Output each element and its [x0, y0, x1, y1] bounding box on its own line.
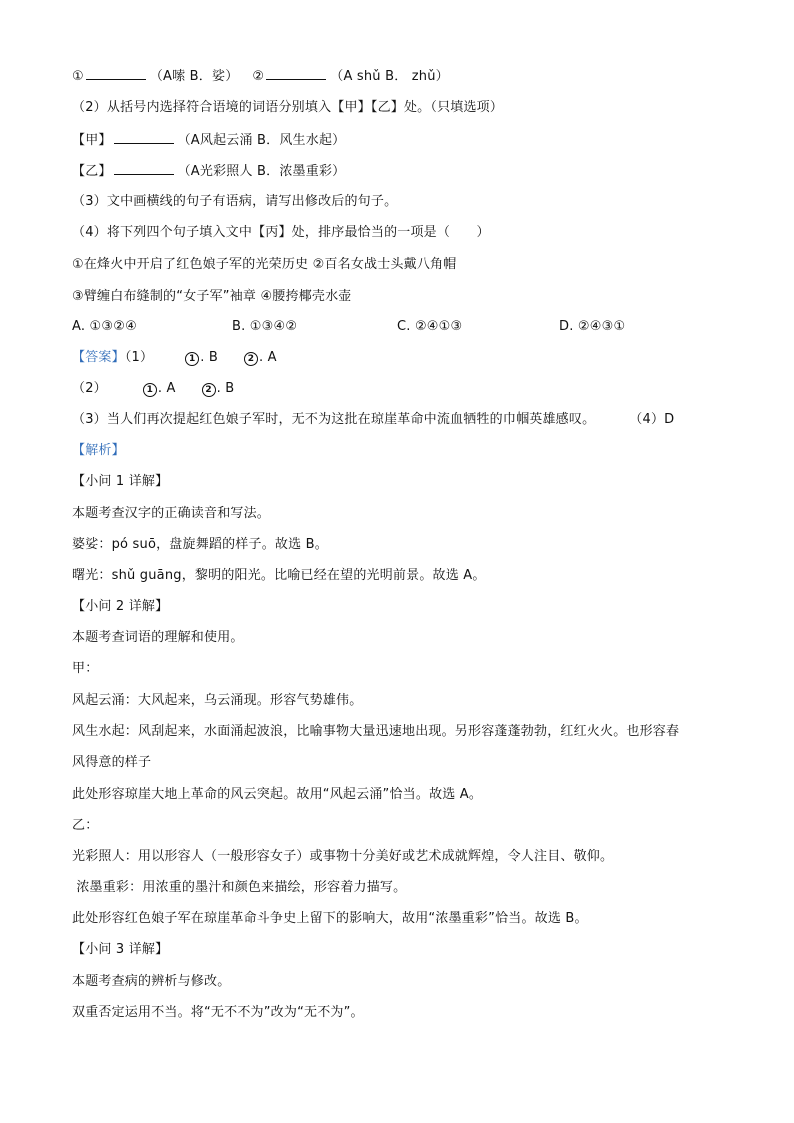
analysis-label: 【解析】: [72, 443, 125, 458]
analysis-line: 乙：: [72, 818, 99, 833]
analysis-line: 光彩照人：用以形容人（一般形容女子）或事物十分美好或艺术成就辉煌，令人注目、敬仰。: [72, 849, 614, 864]
answer-line-3: [72, 411, 674, 429]
analysis-line: 风起云涌：大风起来，乌云涌现。形容气势雄伟。: [72, 693, 363, 708]
answer-label: 【答案】: [72, 350, 125, 365]
analysis-heading-1: 【小问 1 详解】: [72, 474, 169, 489]
q2-jia-options: （A风起云涌 B．风生水起）: [177, 133, 346, 148]
q2-jia-label: 【甲】: [72, 133, 112, 148]
q4-option-d: D. ②④③①: [559, 319, 626, 334]
q4-sentences-1: ①在烽火中开启了红色娘子军的光荣历史 ②百名女战士头戴八角帽: [72, 257, 457, 272]
q1-blank-1: [86, 67, 146, 80]
answer-2-circled-1: 1: [143, 383, 157, 397]
analysis-line: 甲：: [72, 661, 99, 676]
q4-sentences-2: ③臂缠白布缝制的“女子军”袖章 ④腰挎椰壳水壶: [72, 289, 352, 304]
answer-1-number: （1）: [124, 350, 154, 365]
answer-1-value-2: . A: [258, 350, 277, 365]
q2-jia-blank: [114, 131, 174, 144]
q1-item1-marker: ①: [72, 69, 84, 84]
q4-option-c: C. ②④①③: [397, 319, 463, 334]
answer-line-1: [72, 349, 277, 367]
analysis-heading-2: 【小问 2 详解】: [72, 599, 169, 614]
q3-prompt: （3）文中画横线的句子有语病，请写出修改后的句子。: [72, 194, 398, 209]
q4-prompt: （4）将下列四个句子填入文中【丙】处，排序最恰当的一项是（ ）: [72, 225, 490, 240]
q2-prompt: （2）从括号内选择符合语境的词语分别填入【甲】【乙】处。（只填选项）: [72, 100, 504, 115]
q2-yi-label: 【乙】: [72, 164, 112, 179]
answer-2-number: （2）: [72, 381, 107, 396]
answer-2-circled-2: 2: [202, 383, 216, 397]
answer-2-value-2: . B: [216, 381, 235, 396]
q2-jia-line: [72, 131, 345, 150]
q2-yi-blank: [114, 162, 174, 175]
analysis-line: 双重否定运用不当。将“无不不为”改为“无不为”。: [72, 1005, 364, 1020]
analysis-line: 本题考查汉字的正确读音和写法。: [72, 506, 271, 521]
answer-1-circled-1: 1: [185, 352, 199, 366]
answer-1-circled-2: 2: [244, 352, 258, 366]
q1-options-2: （A shǔ B． zhǔ）: [330, 69, 449, 84]
q4-option-b: B. ①③④②: [232, 319, 298, 334]
q1-blank-2: [266, 67, 326, 80]
analysis-line: 风生水起：风刮起来，水面涌起波浪，比喻事物大量迅速地出现。另形容蓬蓬勃勃，红红火火。也形容春: [72, 724, 680, 739]
q1-options-1: （A嗦 B．娑）: [149, 69, 239, 84]
answer-3-text: （3）当人们再次提起红色娘子军时，无不为这批在琼崖革命中流血牺牲的巾帼英雄感叹。: [72, 412, 596, 427]
q1-line: [72, 67, 449, 86]
analysis-line: 此处形容红色娘子军在琼崖革命斗争史上留下的影响大，故用“浓墨重彩”恰当。故选 B。: [72, 911, 588, 926]
q1-item2-marker: ②: [252, 69, 265, 84]
analysis-line: 曙光：shǔ guāng，黎明的阳光。比喻已经在望的光明前景。故选 A。: [72, 568, 486, 583]
analysis-line: 浓墨重彩：用浓重的墨汁和颜色来描绘，形容着力描写。: [72, 880, 407, 895]
answer-line-2: [72, 380, 234, 398]
answer-4-text: （4）D: [629, 412, 675, 427]
answer-2-value-1: . A: [157, 381, 176, 396]
analysis-heading-3: 【小问 3 详解】: [72, 942, 169, 957]
analysis-line: 此处形容琼崖大地上革命的风云突起。故用“风起云涌”恰当。故选 A。: [72, 787, 483, 802]
analysis-line: 本题考查病的辨析与修改。: [72, 974, 231, 989]
analysis-line: 婆娑：pó suō，盘旋舞蹈的样子。故选 B。: [72, 537, 328, 552]
q2-yi-options: （A光彩照人 B．浓墨重彩）: [177, 164, 346, 179]
answer-1-value-1: . B: [200, 350, 218, 365]
q2-yi-line: [72, 162, 345, 181]
analysis-line: 风得意的样子: [72, 755, 152, 770]
analysis-line: 本题考查词语的理解和使用。: [72, 630, 244, 645]
q4-option-a: A. ①③②④: [72, 319, 137, 334]
